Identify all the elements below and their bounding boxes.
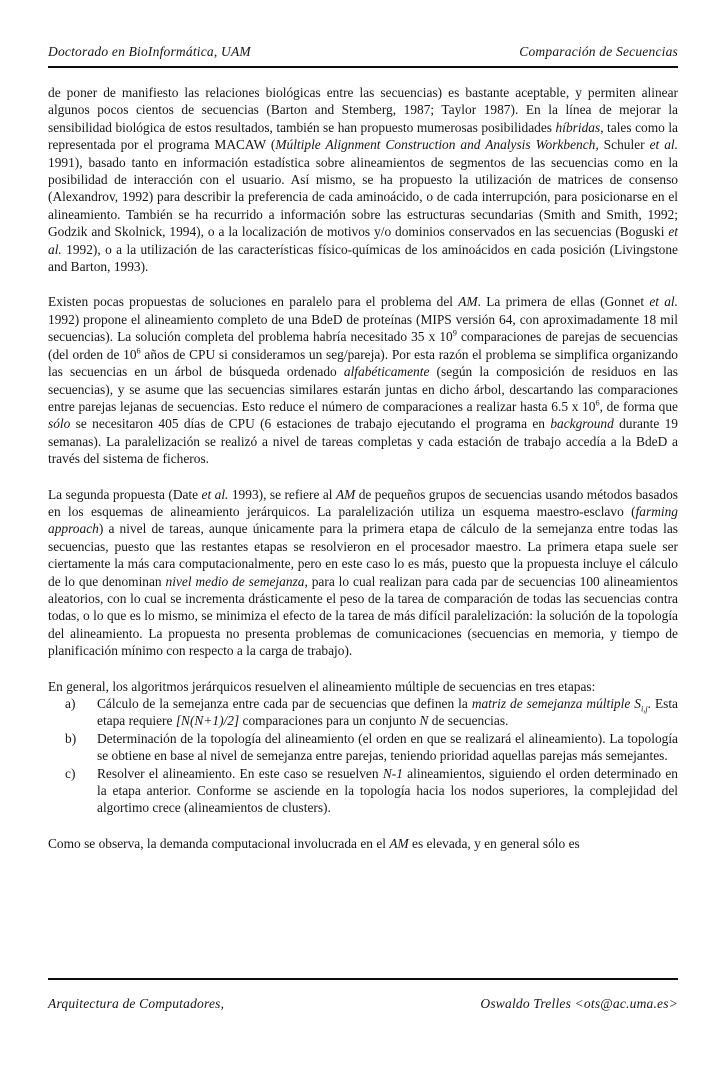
stages-list	[48, 695, 678, 817]
paragraph-closing: Como se observa, la demanda computacional involucrada en el AM es elevada, y en general sólo es	[48, 835, 580, 851]
list-item-b-text: Determinación de la topología del alineamiento (el orden en que se realizará el alineamiento). La topología se obtiene en base al nivel de semejanza entre parejas, teniendo prioridad aquellas parejas más semejantes.	[97, 730, 678, 764]
list-item-b-label: b)	[65, 730, 77, 746]
footer-author-email: Oswaldo Trelles <ots@ac.uma.es>	[480, 996, 678, 1011]
footer-rule	[48, 978, 678, 980]
list-item-a-label: a)	[65, 696, 76, 711]
page-footer	[48, 996, 678, 1012]
footer-department: Arquitectura de Computadores,	[48, 996, 225, 1011]
paragraph-stages-intro: En general, los algoritmos jerárquicos resuelven el alineamiento múltiple de secuencias en tres etapas:	[48, 678, 596, 694]
list-item-c-label: c)	[65, 765, 76, 781]
header-rule	[48, 66, 678, 68]
paragraph-3: La segunda propuesta (Date et al. 1993), se refiere al AM de pequeños grupos de secuencias usando métodos basados en los esquemas de alineamiento jerárquicos. La paralelización utiliza un esquema maestro-esclavo (farming approach) a nivel de tareas, aunque únicamente para la primera etapa de cálculo de la semejanza entre todas las secuencias, puesto que las restantes etapas se resolvieron en el procesador maestro. La primera etapa suele ser ciertamente la más cara computacionalmente, pero en este caso lo es más, puesto que la propuesta incluye el cálculo de lo que denominan nivel medio de semejanza, para lo cual realizan para cada par de secuencias 100 alineamientos aleatorios, con lo cual se incrementa drásticamente el peso de la tarea de comparación de todas las secuencias contra todas, o lo que es lo mismo, se minimiza el efecto de la tarea de más difícil paralelización: la solución de la topología del alineamiento. La propuesta no presenta problemas de comunicaciones (secuencias en memoria, y tiempo de planificación mínimo con respecto a la carga de trabajo).	[48, 486, 679, 659]
list-item-c	[48, 765, 678, 817]
list-item-a	[48, 695, 678, 730]
list-item-b	[48, 730, 678, 765]
page-header	[48, 44, 678, 60]
list-item-a-text: Cálculo de la semejanza entre cada par de secuencias que definen la matriz de semejanza múltiple $S_{i,j}$. Esta etapa requiere [N(N+1)/2] comparaciones para un conjunto N de secuencias.	[97, 696, 678, 729]
document-body	[48, 84, 678, 870]
paragraph-1: de poner de manifiesto las relaciones biológicas entre las secuencias) es bastante aceptable, y permiten alinear algunos pocos cientos de secuencias (Barton and Stemberg, 1987; Taylor 1987). En la línea de mejorar la sensibilidad biológica de estos resultados, también se han propuesto mumerosas posibilidades híbridas, tales como la representada por el programa MACAW (Múltiple Alignment Construction and Analysis Workbench, Schuler et al. 1991), basado tanto en información estadística sobre alineamientos de segmentos de las secuencias como en la posibilidad de interacción con el usuario. Así mismo, se ha propuesto la utilización de matrices de consenso (Alexandrov, 1992) para describir la preferencia de cada aminoácido, o de cada interrupción, para posicionarse en el alineamiento. También se ha recurrido a información sobre las estructuras secundarias (Smith and Smith, 1992; Godzik and Skolnick, 1994), o a la localización de motivos y/o dominios conservados en las secuencias (Boguski et al. 1992), o a la utilización de las características físico-químicas de los aminoácidos en cada posición (Livingstone and Barton, 1993).	[48, 85, 679, 275]
header-document-title: Comparación de Secuencias	[519, 44, 678, 59]
header-course-title: Doctorado en BioInformática, UAM	[48, 44, 251, 59]
list-item-c-text: Resolver el alineamiento. En este caso se resuelven N-1 alineamientos, siguiendo el orden determinado en la etapa anterior. Conforme se asciende en la topología hacia los nodos superiores, la complejidad del algortimo crece (alineamientos de clusters).	[97, 765, 679, 816]
paragraph-2: Existen pocas propuestas de soluciones en paralelo para el problema del AM. La primera de ellas (Gonnet et al. 1992) propone el alineamiento completo de una BdeD de proteínas (MIPS versión 64, con aproximadamente 18 mil secuencias). La solución completa del problema habría necesitado 35 x $10^9$ comparaciones de parejas de secuencias (del orden de $10^6$ años de CPU si consideramos un seg/pareja). Por esta razón el problema se simplifica organizando las secuencias en un árbol de búsqueda ordenado alfabéticamente (según la composición de residuos en las secuencias), y se asume que las secuencias similares estarán juntas en dicho árbol, descartando las comparaciones entre parejas lejanas de secuencias. Esto reduce el número de comparaciones a realizar hasta 6.5 x $10^6$, de forma que sólo se necesitaron 405 días de CPU (6 estaciones de trabajo ejecutando el programa en background durante 19 semanas). La paralelización se realizó a nivel de tareas completas y cada estación de trabajo accedía a la BdeD a través del sistema de ficheros.	[48, 294, 678, 467]
